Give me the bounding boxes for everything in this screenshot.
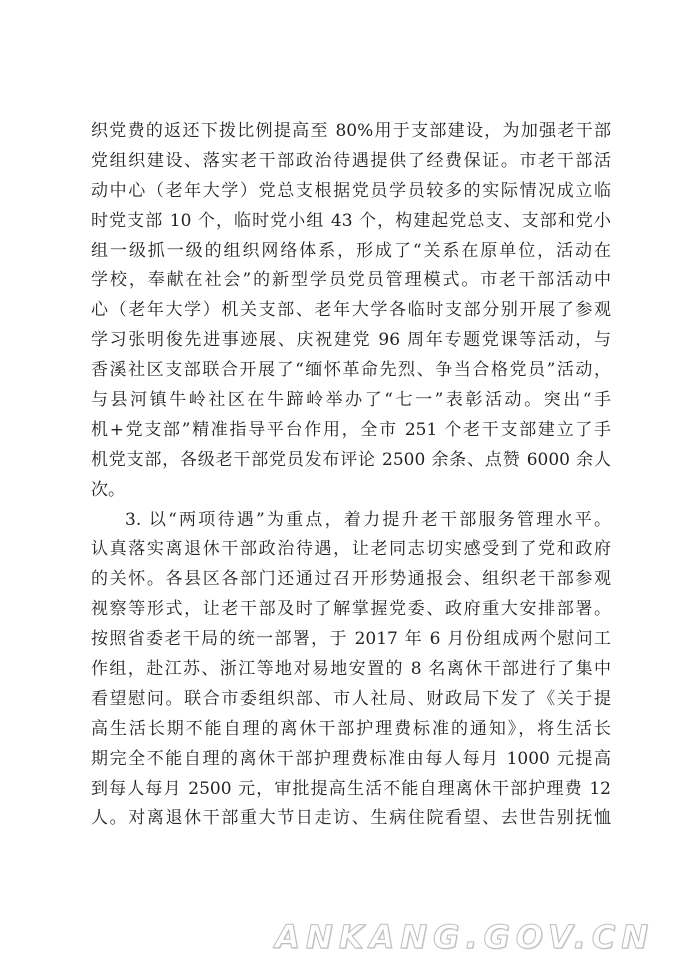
text-line: 动中心（老年大学）党总支根据党员学员较多的实际情况成立临 [91, 180, 611, 201]
text-line: 看望慰问。联合市委组织部、市人社局、财政局下发了《关于提 [91, 688, 611, 709]
text-line: 学校，奉献在社会”的新型学员党员管理模式。市老干部活动中 [91, 270, 611, 291]
text-line: 机+党支部”精准指导平台作用，全市 251 个老干支部建立了手 [91, 419, 611, 440]
text-line: 次。 [91, 479, 125, 500]
text-line: 心（老年大学）机关支部、老年大学各临时支部分别开展了参观 [91, 300, 611, 321]
text-line: 作组，赴江苏、浙江等地对易地安置的 8 名离休干部进行了集中 [91, 659, 611, 680]
text-line: 织党费的返还下拨比例提高至 80%用于支部建设，为加强老干部 [91, 121, 611, 141]
text-line: 高生活长期不能自理的离休干部护理费标准的通知》，将生活长 [91, 718, 611, 739]
text-line: 与县河镇牛岭社区在牛蹄岭举办了“七一”表彰活动。突出“手 [91, 390, 611, 411]
text-line: 按照省委老干局的统一部署，于 2017 年 6 月份组成两个慰问工 [91, 629, 611, 650]
text-line: 期完全不能自理的离休干部护理费标准由每人每月 1000 元提高 [91, 748, 611, 769]
text-line: 的关怀。各县区各部门还通过召开形势通报会、组织老干部参观 [91, 569, 611, 590]
text-line: 到每人每月 2500 元，审批提高生活不能自理离休干部护理费 12 [91, 778, 611, 799]
text-line: 视察等形式，让老干部及时了解掌握党委、政府重大安排部署。 [91, 599, 611, 620]
text-line: 时党支部 10 个，临时党小组 43 个，构建起党总支、支部和党小 [91, 210, 611, 231]
text-line: 学习张明俊先进事迹展、庆祝建党 96 周年专题党课等活动，与 [91, 330, 611, 351]
body-text [91, 117, 611, 834]
site-watermark: ANKANG.GOV.CN [275, 918, 654, 956]
text-line: 香溪社区支部联合开展了“缅怀革命先烈、争当合格党员”活动， [91, 360, 611, 381]
text-line: 认真落实离退休干部政治待遇，让老同志切实感受到了党和政府 [91, 539, 611, 560]
section-heading-line: 3. 以“两项待遇”为重点，着力提升老干部服务管理水平。 [125, 509, 611, 530]
text-line: 组一级抓一级的组织网络体系，形成了“关系在原单位，活动在 [91, 240, 611, 261]
text-line: 党组织建设、落实老干部政治待遇提供了经费保证。市老干部活 [91, 150, 611, 171]
text-line: 人。对离退休干部重大节日走访、生病住院看望、去世告别抚恤 [91, 808, 611, 829]
text-line: 机党支部，各级老干部党员发布评论 2500 余条、点赞 6000 余人 [91, 449, 611, 470]
